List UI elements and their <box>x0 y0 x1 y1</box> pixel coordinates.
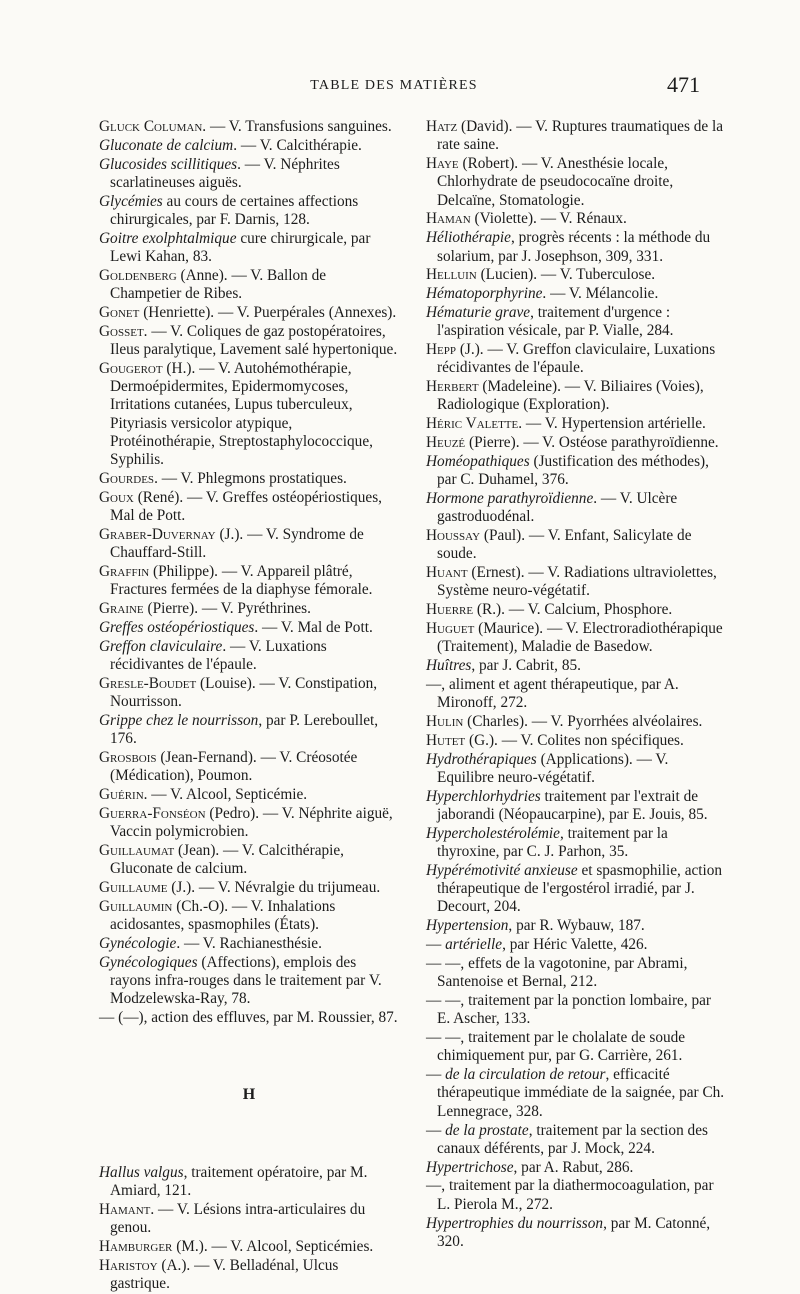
entry-text: Helluin <box>426 266 477 284</box>
entry-text: Guillaumin <box>99 897 173 915</box>
entry-text: Graine <box>99 600 144 618</box>
index-entry <box>99 935 399 953</box>
index-entry <box>426 788 726 825</box>
index-entry <box>99 619 399 637</box>
entry-text: Hypertension <box>426 917 509 935</box>
entry-text: cure chirurgicale, par Lewi Kahan, 83. <box>110 229 371 266</box>
index-entry <box>99 898 399 935</box>
entry-text: Huerre <box>426 601 474 619</box>
index-entry <box>99 137 399 155</box>
entry-text: , par M. Catonné, 320. <box>437 1214 711 1250</box>
entry-text: Hypertrichose <box>426 1158 514 1176</box>
entry-text: . — V. Alcool, Septicémie. <box>143 786 308 804</box>
index-entry <box>99 230 399 267</box>
entry-text: , par R. Wybauw, 187. <box>508 917 645 935</box>
entry-text: (René). — V. Greffes ostéopériostiques, Mal de Pott. <box>110 488 382 525</box>
entry-text: Haristoy <box>99 1256 158 1274</box>
entry-text: (David). — V. Ruptures traumatiques de la rate saine. <box>437 118 724 154</box>
entry-text: , traitement d'urgence : l'aspiration vésicale, par P. Vialle, 284. <box>437 303 674 340</box>
entry-text: Herbert <box>426 378 479 396</box>
entry-text: Gosset <box>99 322 144 340</box>
entry-text: . — V. Luxations récidivantes de l'épaule. <box>110 637 327 674</box>
entry-text: Guillaume <box>99 879 168 897</box>
index-entry <box>426 732 726 750</box>
index-entry <box>426 955 726 992</box>
entries-g <box>99 118 399 1028</box>
index-entry <box>426 862 726 917</box>
entry-text: (Jean). — V. Calcithérapie, Gluconate de calcium. <box>110 842 344 878</box>
entry-text: , par A. Rabut, 286. <box>513 1158 634 1176</box>
index-entry <box>99 267 399 304</box>
index-entry <box>99 600 399 618</box>
entry-text: (Louise). — V. Constipation, Nourrisson. <box>110 674 378 711</box>
entry-text: Huîtres <box>426 657 472 675</box>
entry-text: . — V. Hypertension artérielle. <box>518 415 706 433</box>
entry-text: Hyperchlorhydries <box>426 787 541 805</box>
entry-text: Houssay <box>426 527 481 545</box>
index-entry <box>426 341 726 378</box>
entry-text: . — V. Coliques de gaz postopératoires, Ileus paralytique, Lavement salé hypertonique. <box>110 322 398 359</box>
index-entry <box>99 1257 399 1294</box>
entry-text: , traitement par la section des canaux déférents, par J. Mock, 224. <box>437 1121 708 1157</box>
index-entry <box>426 917 726 935</box>
entry-text: (A.). — V. Belladénal, Ulcus gastrique. <box>110 1256 339 1293</box>
entry-text: Goux <box>99 488 134 506</box>
index-entry <box>426 378 726 415</box>
page-header <box>88 72 700 102</box>
entry-text: Goitre exolphtalmique <box>99 229 237 247</box>
entry-text: — <box>426 1121 446 1139</box>
entry-text: (Henriette). — V. Puerpérales (Annexes). <box>139 303 397 321</box>
entry-text: Hématoporphyrine <box>426 285 543 303</box>
entry-text: Gresle-Boudet <box>99 674 197 692</box>
entry-text: . — V. Mal de Pott. <box>254 619 373 637</box>
entry-text: — (—), action des effluves, par M. Roussier, 87. <box>99 1009 398 1027</box>
index-entry <box>99 1201 399 1238</box>
entry-text: (Charles). — V. Pyorrhées alvéolaires. <box>463 713 703 730</box>
entry-text: Greffes ostéopériostiques <box>99 619 255 637</box>
entry-text: Heuzé <box>426 434 466 452</box>
entry-text: (Maurice). — V. Electroradiothérapique (Traitement), Maladie de Basedow. <box>437 620 723 656</box>
entry-text: Grippe chez le nourrisson <box>99 712 259 729</box>
entry-text: Huguet <box>426 620 475 638</box>
entry-text: . — V. Calcithérapie. <box>233 136 362 154</box>
index-entry <box>99 842 399 879</box>
index-entry <box>99 563 399 600</box>
entry-text: Hamant <box>99 1200 151 1218</box>
entry-text: Guérin <box>99 786 144 804</box>
index-entry <box>426 490 726 527</box>
entry-text: —, aliment et agent thérapeutique, par A. Mironoff, 272. <box>426 675 679 712</box>
entry-text: Gourdes <box>99 470 155 488</box>
entry-text: (G.). — V. Colites non spécifiques. <box>465 731 684 749</box>
section-letter-h: H <box>242 1085 256 1103</box>
entry-text: . — V. Phlegmons prostatiques. <box>154 470 347 488</box>
entry-text: Hulin <box>426 713 464 730</box>
entry-text: (Ernest). — V. Radiations ultraviolettes, Système neuro-végétatif. <box>437 564 717 600</box>
entry-text: artérielle <box>445 936 503 954</box>
index-entry <box>99 712 399 749</box>
entry-text: (Affections), emplois des rayons infra-rouges dans le traitement par V. Modzelewska-Ray, 78. <box>110 953 382 1008</box>
entry-text: Hormone parathyroïdienne <box>426 489 594 507</box>
index-entry <box>426 1122 726 1159</box>
index-entry <box>426 266 726 284</box>
entry-text: Goldenberg <box>99 266 177 284</box>
entry-text: (R.). — V. Calcium, Phosphore. <box>473 601 673 619</box>
entry-text: Hamburger <box>99 1238 173 1256</box>
entry-text: et spasmophilie, action thérapeutique de l'ergostérol irradié, par J. Decourt, 204. <box>437 861 723 916</box>
entry-text: Hutet <box>426 731 466 749</box>
entry-text: (Pedro). — V. Néphrite aiguë, Vaccin polymicrobien. <box>110 804 393 841</box>
index-entry <box>426 1177 726 1214</box>
index-entry <box>99 879 399 897</box>
entry-text: Greffon claviculaire <box>99 637 223 655</box>
entry-text: Hepp <box>426 341 457 359</box>
entry-text: Graber-Duvernay <box>99 526 216 544</box>
index-entry <box>99 638 399 675</box>
entry-text: Gynécologiques <box>99 953 198 971</box>
index-entry <box>99 805 399 842</box>
index-entry <box>99 1238 399 1256</box>
index-entry <box>99 118 399 136</box>
entry-text: Héric Valette <box>426 415 519 433</box>
entry-text: au cours de certaines affections chirurgicales, par F. Darnis, 128. <box>110 192 359 228</box>
index-entry <box>426 1066 726 1121</box>
entry-text: Guillaumat <box>99 842 175 860</box>
entry-text: — <box>426 1066 446 1084</box>
entry-text: (Applications). — V. Equilibre neuro-végétatif. <box>437 750 669 786</box>
index-entry <box>426 564 726 601</box>
entry-text: (Pierre). — V. Ostéose parathyroïdienne. <box>465 434 719 452</box>
index-entry <box>99 786 399 804</box>
index-entry <box>99 470 399 488</box>
entry-text: . — V. Transfusions sanguines. <box>202 118 392 135</box>
entry-text: . — V. Lésions intra-articulaires du genou. <box>110 1200 366 1237</box>
entry-text: . — V. Mélancolie. <box>542 285 659 303</box>
entry-text: Hypertrophies du nourrisson <box>426 1214 604 1232</box>
entry-text: Guerra-Fonséon <box>99 804 206 822</box>
entry-text: , par J. Cabrit, 85. <box>471 657 581 675</box>
page-number: 471 <box>667 72 700 97</box>
entries-h-right <box>426 118 726 1251</box>
index-entry <box>426 155 726 210</box>
entry-text: — —, traitement par le cholalate de soude chimiquement pur, par G. Carrière, 261. <box>426 1029 686 1065</box>
entry-text: Grosbois <box>99 749 157 767</box>
index-entry <box>426 657 726 675</box>
entry-text: — <box>426 936 446 954</box>
running-title: TABLE DES MATIÈRES <box>310 78 478 93</box>
left-column <box>99 118 399 1294</box>
entry-text: Gluconate de calcium <box>99 136 234 154</box>
entry-text: Haman <box>426 210 471 228</box>
entry-text: (Robert). — V. Anesthésie locale, Chlorhydrate de pseudococaïne droite, Delcaïne, Stomatologie. <box>437 155 674 209</box>
index-entry <box>426 620 726 657</box>
entry-text: (Lucien). — V. Tuberculose. <box>476 266 656 284</box>
index-entry <box>99 193 399 230</box>
index-entry <box>426 285 726 303</box>
entry-text: (Ch.-O). — V. Inhalations acidosantes, spasmophiles (États). <box>110 897 336 934</box>
entry-text: , traitement par la thyroxine, par C. J. Parhon, 35. <box>437 824 668 861</box>
entry-text: . — V. Néphrites scarlatineuses aiguës. <box>110 155 340 191</box>
entry-text: Gougerot <box>99 359 163 377</box>
entry-text: . — V. Ulcère gastroduodénal. <box>437 489 678 526</box>
entry-text: (Madeleine). — V. Biliaires (Voies), Radiologique (Exploration). <box>437 378 704 414</box>
index-entry <box>426 1215 726 1252</box>
index-entry <box>99 954 399 1009</box>
entry-text: — —, traitement par la ponction lombaire, par E. Ascher, 133. <box>426 991 712 1028</box>
entry-text: Hématurie grave <box>426 303 531 321</box>
entry-text: (J.). — V. Greffon claviculaire, Luxations récidivantes de l'épaule. <box>437 341 716 377</box>
entry-text: —, traitement par la diathermocoagulation, par L. Pierola M., 272. <box>426 1177 714 1213</box>
index-entry <box>426 601 726 619</box>
entry-text: (Jean-Fernand). — V. Créosotée (Médication), Poumon. <box>110 749 358 785</box>
entry-text: Huant <box>426 564 468 582</box>
entry-text: , efficacité thérapeutique immédiate de la saignée, par Ch. Lennegrace, 328. <box>437 1066 725 1120</box>
index-entry <box>426 118 726 155</box>
entry-text: Hydrothérapiques <box>426 750 537 768</box>
entry-text: Glucosides scillitiques <box>99 155 238 173</box>
entry-text: (M.). — V. Alcool, Septicémies. <box>172 1238 374 1256</box>
entry-text: (Anne). — V. Ballon de Champetier de Ribes. <box>110 266 327 303</box>
entry-text: Hypercholestérolémie <box>426 824 560 842</box>
entry-text: (Paul). — V. Enfant, Salicylate de soude. <box>437 527 692 563</box>
index-entry <box>426 676 726 713</box>
index-entry <box>426 936 726 954</box>
entry-text: de la prostate <box>445 1121 529 1139</box>
entry-text: Gynécologie <box>99 935 177 953</box>
index-entry <box>99 323 399 360</box>
entry-text: (H.). — V. Autohémothérapie, Dermoépidermites, Epidermomycoses, Irritations cutanées, Lupus tuberculeux, Pityriasis versicolor atypique, Protéinothérapie, Streptostaphylococcique, Syphilis. <box>110 359 373 469</box>
index-entry <box>426 713 726 731</box>
entry-text: Gluck Columan <box>99 118 203 135</box>
right-column <box>426 118 726 1252</box>
entry-text: , traitement opératoire, par M. Amiard, 121. <box>110 1163 368 1200</box>
index-entry <box>99 1164 399 1201</box>
index-entry <box>426 304 726 341</box>
entry-text: (J.). — V. Névralgie du trijumeau. <box>167 879 381 897</box>
index-entry <box>426 434 726 452</box>
entry-text: (Violette). — V. Rénaux. <box>470 210 627 228</box>
index-entry <box>426 453 726 490</box>
index-entry <box>426 415 726 433</box>
entry-text: (Justification des méthodes), par C. Duhamel, 376. <box>437 452 709 489</box>
entry-text: Glycémies <box>99 192 163 210</box>
entry-text: Hatz <box>426 118 458 135</box>
entry-text: , progrès récents : la méthode du solarium, par J. Josephson, 309, 331. <box>437 229 711 265</box>
entry-text: , par P. Lereboullet, 176. <box>110 712 379 748</box>
entry-text: Gonet <box>99 303 140 321</box>
entries-h-left <box>99 1164 399 1294</box>
entry-text: Hypérémotivité anxieuse <box>426 861 578 879</box>
entry-text: Hallus valgus <box>99 1163 184 1181</box>
index-entry <box>426 992 726 1029</box>
index-entry <box>426 527 726 564</box>
index-entry <box>99 749 399 786</box>
index-entry <box>426 825 726 862</box>
index-entry <box>99 156 399 193</box>
entry-text: traitement par l'extrait de jaborandi (Néopaucarpine), par E. Jouis, 85. <box>437 787 708 823</box>
index-entry <box>99 675 399 712</box>
index-entry <box>99 1009 399 1027</box>
index-entry <box>99 526 399 563</box>
entry-text: Haye <box>426 155 459 173</box>
index-entry <box>99 360 399 470</box>
index-entry <box>426 229 726 266</box>
entry-text: (Pierre). — V. Pyréthrines. <box>143 600 311 618</box>
entry-text: Héliothérapie <box>426 229 511 247</box>
entry-text: Graffin <box>99 563 150 581</box>
index-entry <box>426 751 726 788</box>
index-entry <box>426 210 726 228</box>
index-entry <box>426 1029 726 1066</box>
index-entry <box>99 489 399 526</box>
index-entry <box>426 1159 726 1177</box>
entry-text: — —, effets de la vagotonine, par Abrami, Santenoise et Bernal, 212. <box>426 954 688 991</box>
entry-text: (Philippe). — V. Appareil plâtré, Fractures fermées de la diaphyse fémorale. <box>110 563 373 599</box>
entry-text: , par Héric Valette, 426. <box>502 936 648 954</box>
entry-text: de la circulation de retour <box>445 1066 606 1084</box>
entry-text: (J.). — V. Syndrome de Chauffard-Still. <box>110 526 364 562</box>
entry-text: . — V. Rachianesthésie. <box>176 935 322 953</box>
index-entry <box>99 304 399 322</box>
entry-text: Homéopathiques <box>426 452 530 470</box>
